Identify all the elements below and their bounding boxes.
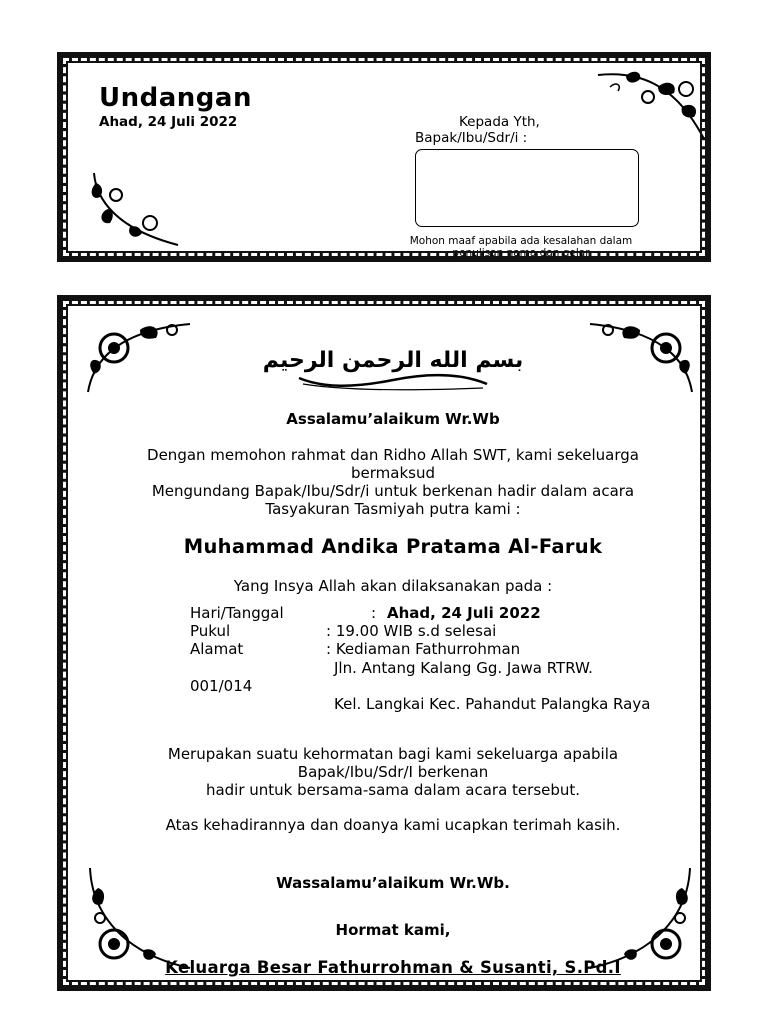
family-signature: Keluarga Besar Fathurrohman & Susanti, S.Pd.I [165, 958, 621, 977]
envelope-card [57, 52, 711, 262]
intro-line: Tasyakuran Tasmiyah putra kami : [265, 500, 521, 518]
address-label: Alamat [190, 640, 244, 658]
recipient-name-box [415, 149, 639, 227]
closing-line: Bapak/Ibu/Sdr/I berkenan [297, 763, 489, 781]
intro-line: Dengan memohon rahmat dan Ridho Allah SWT, kami sekeluarga [147, 446, 639, 464]
address-value: Jln. Antang Kalang Gg. Jawa RTRW. [334, 659, 593, 677]
apology-note: Mohon maaf apabila ada kesalahan dalam penulisan nama dan gelar [409, 235, 633, 257]
address-value: : Kediaman Fathurrohman [326, 640, 521, 658]
address-value: Kel. Langkai Kec. Pahandut Palangka Raya [334, 695, 651, 713]
floral-corner-ornament [596, 67, 708, 145]
thanks-text: Atas kehadirannya dan doanya kami ucapkan terimah kasih. [165, 816, 621, 834]
envelope-title: Undangan [99, 83, 252, 113]
date-separator: : [371, 604, 377, 622]
closing-line: Merupakan suatu kehormatan bagi kami sekeluarga apabila [167, 745, 619, 763]
event-intro: Yang Insya Allah akan dilaksanakan pada : [233, 577, 553, 595]
date-label: Hari/Tanggal [190, 604, 284, 622]
recipient-greeting: Kepada Yth, [459, 114, 540, 130]
closing-greeting: Wassalamu’alaikum Wr.Wb. [276, 874, 510, 892]
address-value: 001/014 [190, 677, 253, 695]
child-name: Muhammad Andika Pratama Al-Faruk [183, 535, 603, 558]
invitation-card [57, 295, 711, 991]
recipient-label: Bapak/Ibu/Sdr/i : [415, 130, 528, 146]
opening-greeting: Assalamu’alaikum Wr.Wb [286, 410, 500, 428]
intro-line: bermaksud [351, 464, 435, 482]
date-value: Ahad, 24 Juli 2022 [387, 604, 541, 622]
intro-line: Mengundang Bapak/Ibu/Sdr/i untuk berkenan hadir dalam acara [151, 482, 635, 500]
floral-corner-ornament [86, 169, 181, 249]
regards-text: Hormat kami, [335, 921, 451, 939]
basmala-text: بسم الله الرحمن الرحيم [262, 348, 524, 373]
time-value: : 19.00 WIB s.d selesai [326, 622, 497, 640]
closing-line: hadir untuk bersama-sama dalam acara tersebut. [205, 781, 581, 799]
basmala-calligraphy [66, 344, 720, 392]
envelope-date: Ahad, 24 Juli 2022 [99, 114, 238, 130]
time-label: Pukul [190, 622, 231, 640]
